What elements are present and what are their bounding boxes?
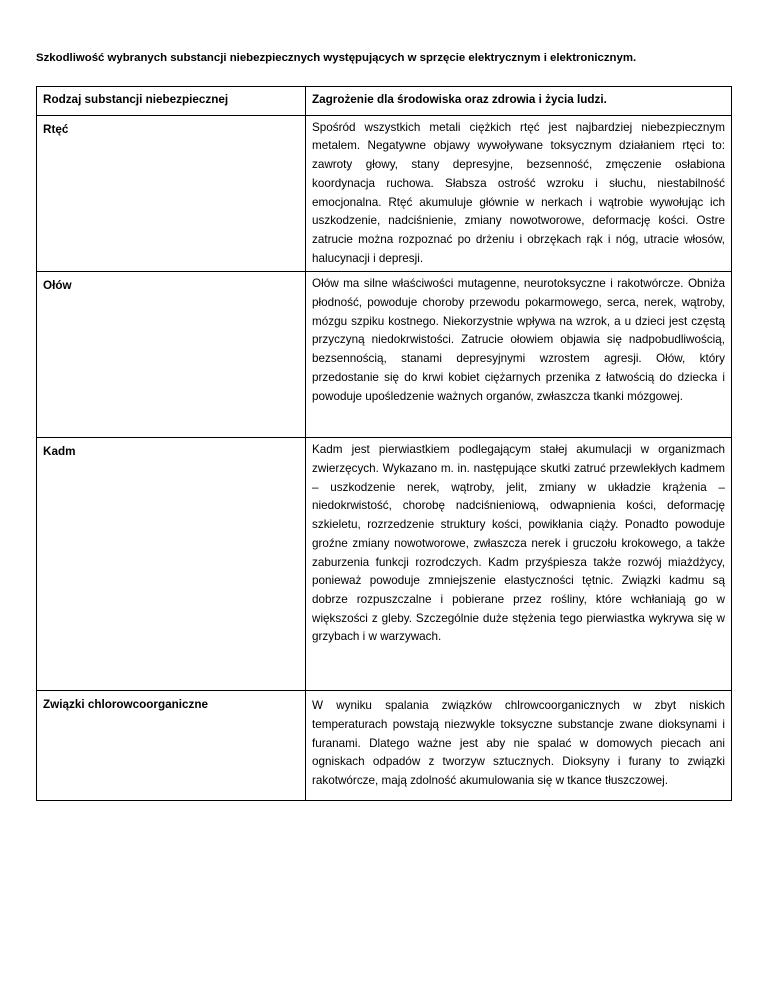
document-title: Szkodliwość wybranych substancji niebezpiecznych występujących w sprzęcie elektrycznym i elektronicznym. — [36, 52, 637, 64]
hazard-description: Spośród wszystkich metali ciężkich rtęć jest najbardziej niebezpiecznym metalem. Negatywne objawy wywoływane toksycznym działaniem rtęci to: zawroty głowy, stany depresyjne, bezsenność, zmęczenie osłabiona koordynacja ruchowa. Słabsza ostrość wzroku i słuchu, niestabilność emocjonalna. Rtęć akumuluje głównie w nerkach i wątrobie wywołując ich uszkodzenie, nadciśnienie, zmiany nowotworowe, deformację kości. Ostre zatrucie można rozpoznać po drżeniu i obrzękach rąk i nóg, utracie włosów, halucynacji i depresji. — [306, 115, 732, 272]
table-row — [37, 438, 732, 691]
hazard-table — [36, 86, 732, 801]
substance-name: Ołów — [37, 272, 306, 438]
substance-name: Rtęć — [37, 115, 306, 272]
hazard-description: W wyniku spalania związków chlrowcoorganicznych w zbyt niskich temperaturach powstają niezwykle toksyczne substancje zwane dioksynami i furanami. Dlatego ważne jest aby nie spalać w domowych piecach ani ogniskach odpadów z tworzyw sztucznych. Dioksyny i furany to związki rakotwórcze, mają zdolność akumulowania się w tkance tłuszczowej. — [306, 691, 732, 801]
substance-name: Związki chlorowcoorganiczne — [37, 691, 306, 801]
hazard-description: Ołów ma silne właściwości mutagenne, neurotoksyczne i rakotwórcze. Obniża płodność, powoduje choroby przewodu pokarmowego, serca, nerek, wątroby, mózgu szpiku kostnego. Niekorzystnie wpływa na wzrok, a u dzieci jest częstą przyczyną niedokrwistości. Zatrucie ołowiem objawia się nadpobudliwością, bezsennością, stanami depresyjnymi wzrostem agresji. Ołów, który przedostanie się do krwi kobiet ciężarnych przenika z łatwością do dziecka i powoduje upośledzenie ważnych organów, zwłaszcza tkanki mózgowej. — [306, 272, 732, 438]
table-row — [37, 272, 732, 438]
hazard-description: Kadm jest pierwiastkiem podlegającym stałej akumulacji w organizmach zwierzęcych. Wykazano m. in. następujące skutki zatruć przewlekłych kadmem – uszkodzenie nerek, wątroby, jelit, zmiany w układzie krążenia – niedokrwistość, chorobę nadciśnieniową, odwapnienia kości, deformację szkieletu, rozrzedzenie struktury kości, powikłania ciąży. Ponadto powoduje groźne zmiany nowotworowe, zwłaszcza nerek i gruczołu krokowego, a także zaburzenia funkcji rozrodczych. Kadm przyśpiesza także rozwój miażdżycy, ponieważ powoduje zmniejszenie elastyczności tętnic. Związki kadmu są dobrze rozpuszczalne i pobierane przez rośliny, które wchłaniają go w większości z gleby. Szczególnie duże stężenia tego pierwiastka wykrywa się w grzybach i w warzywach. — [306, 438, 732, 691]
table-row — [37, 691, 732, 801]
column-header-hazard: Zagrożenie dla środowiska oraz zdrowia i życia ludzi. — [306, 87, 732, 116]
substance-name: Kadm — [37, 438, 306, 691]
table-row — [37, 115, 732, 272]
table-header-row — [37, 87, 732, 116]
column-header-substance: Rodzaj substancji niebezpiecznej — [37, 87, 306, 116]
